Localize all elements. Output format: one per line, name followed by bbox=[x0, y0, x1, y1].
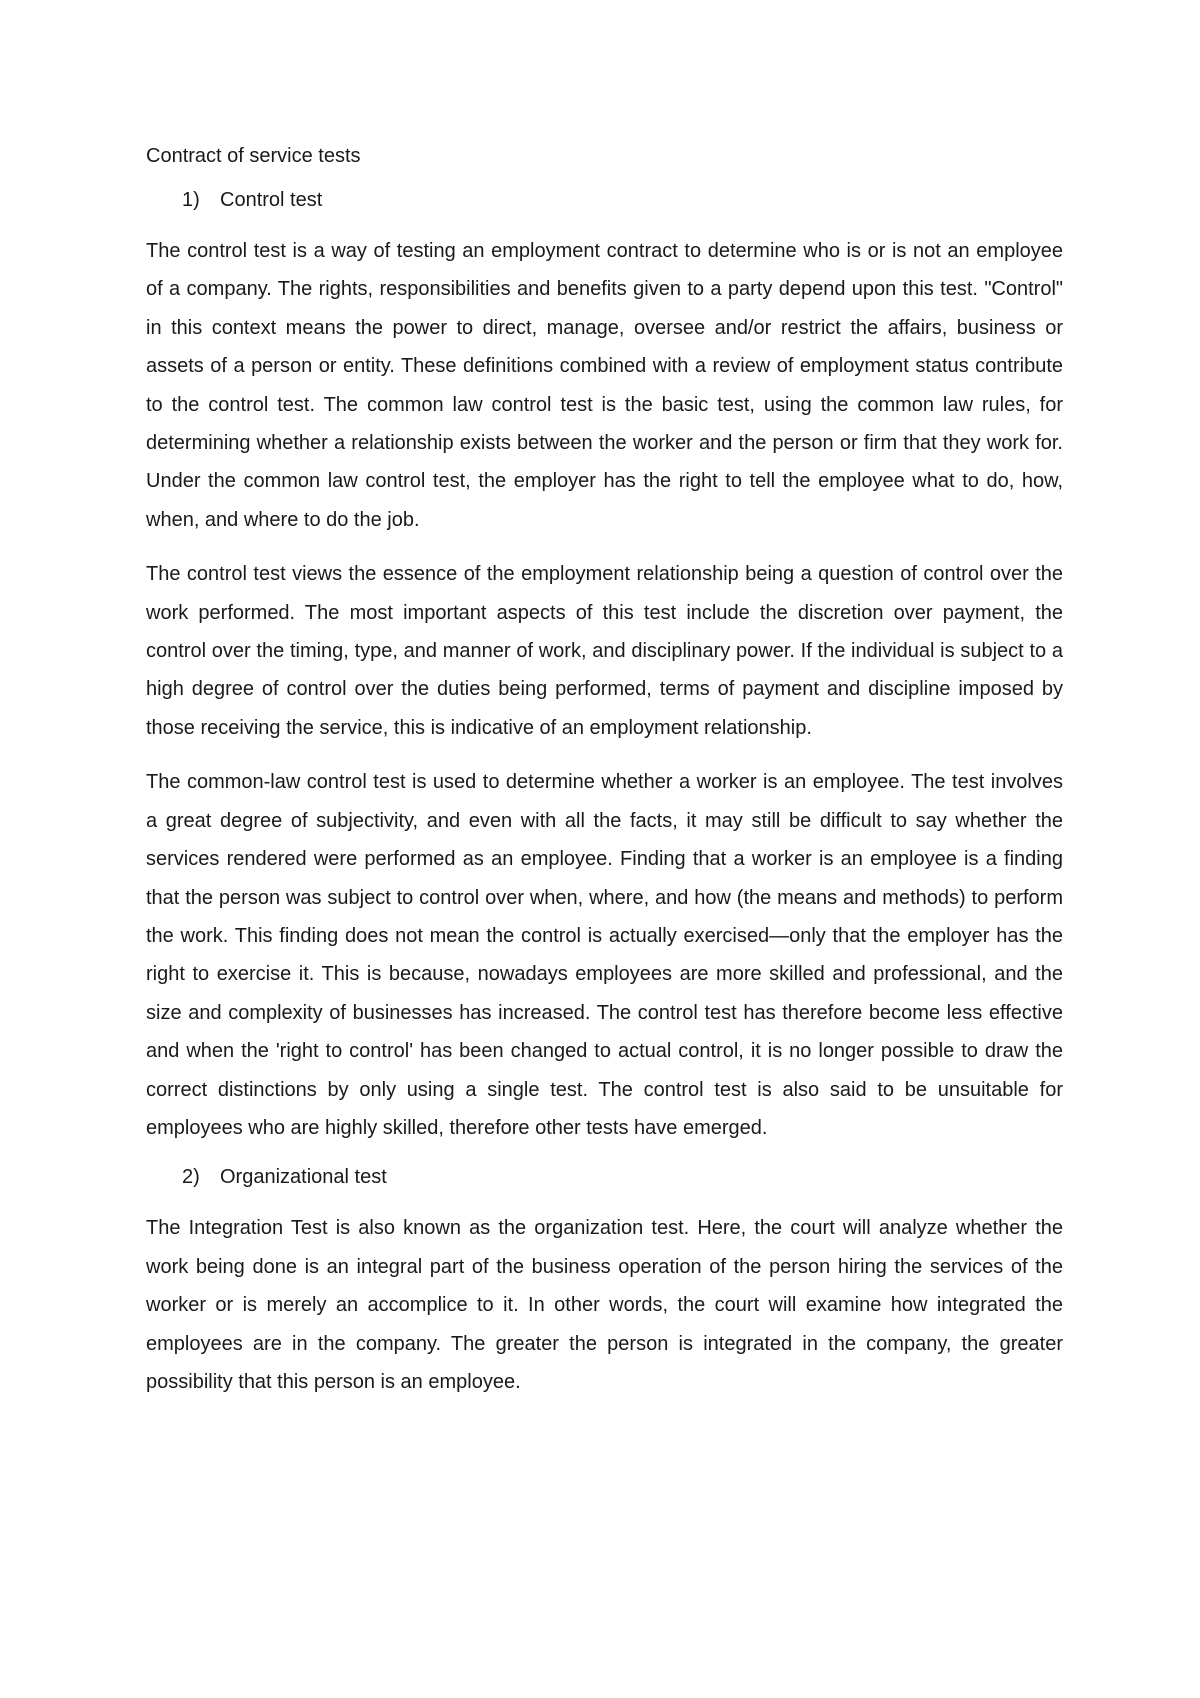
section-heading-control-test bbox=[146, 186, 1063, 214]
paragraph-control-test-essence: The control test views the essence of the employment relationship being a question of control over the work performed. The most important aspects of this test include the discretion over payment, the control over the timing, type, and manner of work, and disciplinary power. If the individual is subject to a high degree of control over the duties being performed, terms of payment and discipline imposed by those receiving the service, this is indicative of an employment relationship. bbox=[146, 563, 1063, 739]
paragraph-integration-test: The Integration Test is also known as the organization test. Here, the court will analyze whether the work being done is an integral part of the business operation of the person hiring the services of the worker or is merely an accomplice to it. In other words, the court will examine how integrated the employees are in the company. The greater the person is integrated in the company, the greater possibility that this person is an employee. bbox=[146, 1217, 1063, 1393]
section-heading-organizational-test bbox=[146, 1163, 1063, 1191]
paragraph-control-test-definition: The control test is a way of testing an employment contract to determine who is or is not an employee of a company. The rights, responsibilities and benefits given to a party depend upon this test. "Control" in this context means the power to direct, manage, oversee and/or restrict the affairs, business or assets of a person or entity. These definitions combined with a review of employment status contribute to the control test. The common law control test is the basic test, using the common law rules, for determining whether a relationship exists between the worker and the person or firm that they work for. Under the common law control test, the employer has the right to tell the employee what to do, how, when, and where to do the job. bbox=[146, 240, 1063, 531]
section-heading-text: Organizational test bbox=[220, 1166, 387, 1189]
section-heading-text: Control test bbox=[220, 189, 323, 211]
section-number: 2) bbox=[182, 1166, 200, 1189]
section-number: 1) bbox=[182, 189, 200, 211]
document-title: Contract of service tests bbox=[146, 145, 361, 167]
document-page bbox=[146, 142, 1063, 1417]
paragraph-common-law-control-test: The common-law control test is used to determine whether a worker is an employee. The test involves a great degree of subjectivity, and even with all the facts, it may still be difficult to say whether the services rendered were performed as an employee. Finding that a worker is an employee is a finding that the person was subject to control over when, where, and how (the means and methods) to perform the work. This finding does not mean the control is actually exercised—only that the employer has the right to exercise it. This is because, nowadays employees are more skilled and professional, and the size and complexity of businesses has increased. The control test has therefore become less effective and when the 'right to control' has been changed to actual control, it is no longer possible to draw the correct distinctions by only using a single test. The control test is also said to be unsuitable for employees who are highly skilled, therefore other tests have emerged. bbox=[146, 771, 1063, 1139]
